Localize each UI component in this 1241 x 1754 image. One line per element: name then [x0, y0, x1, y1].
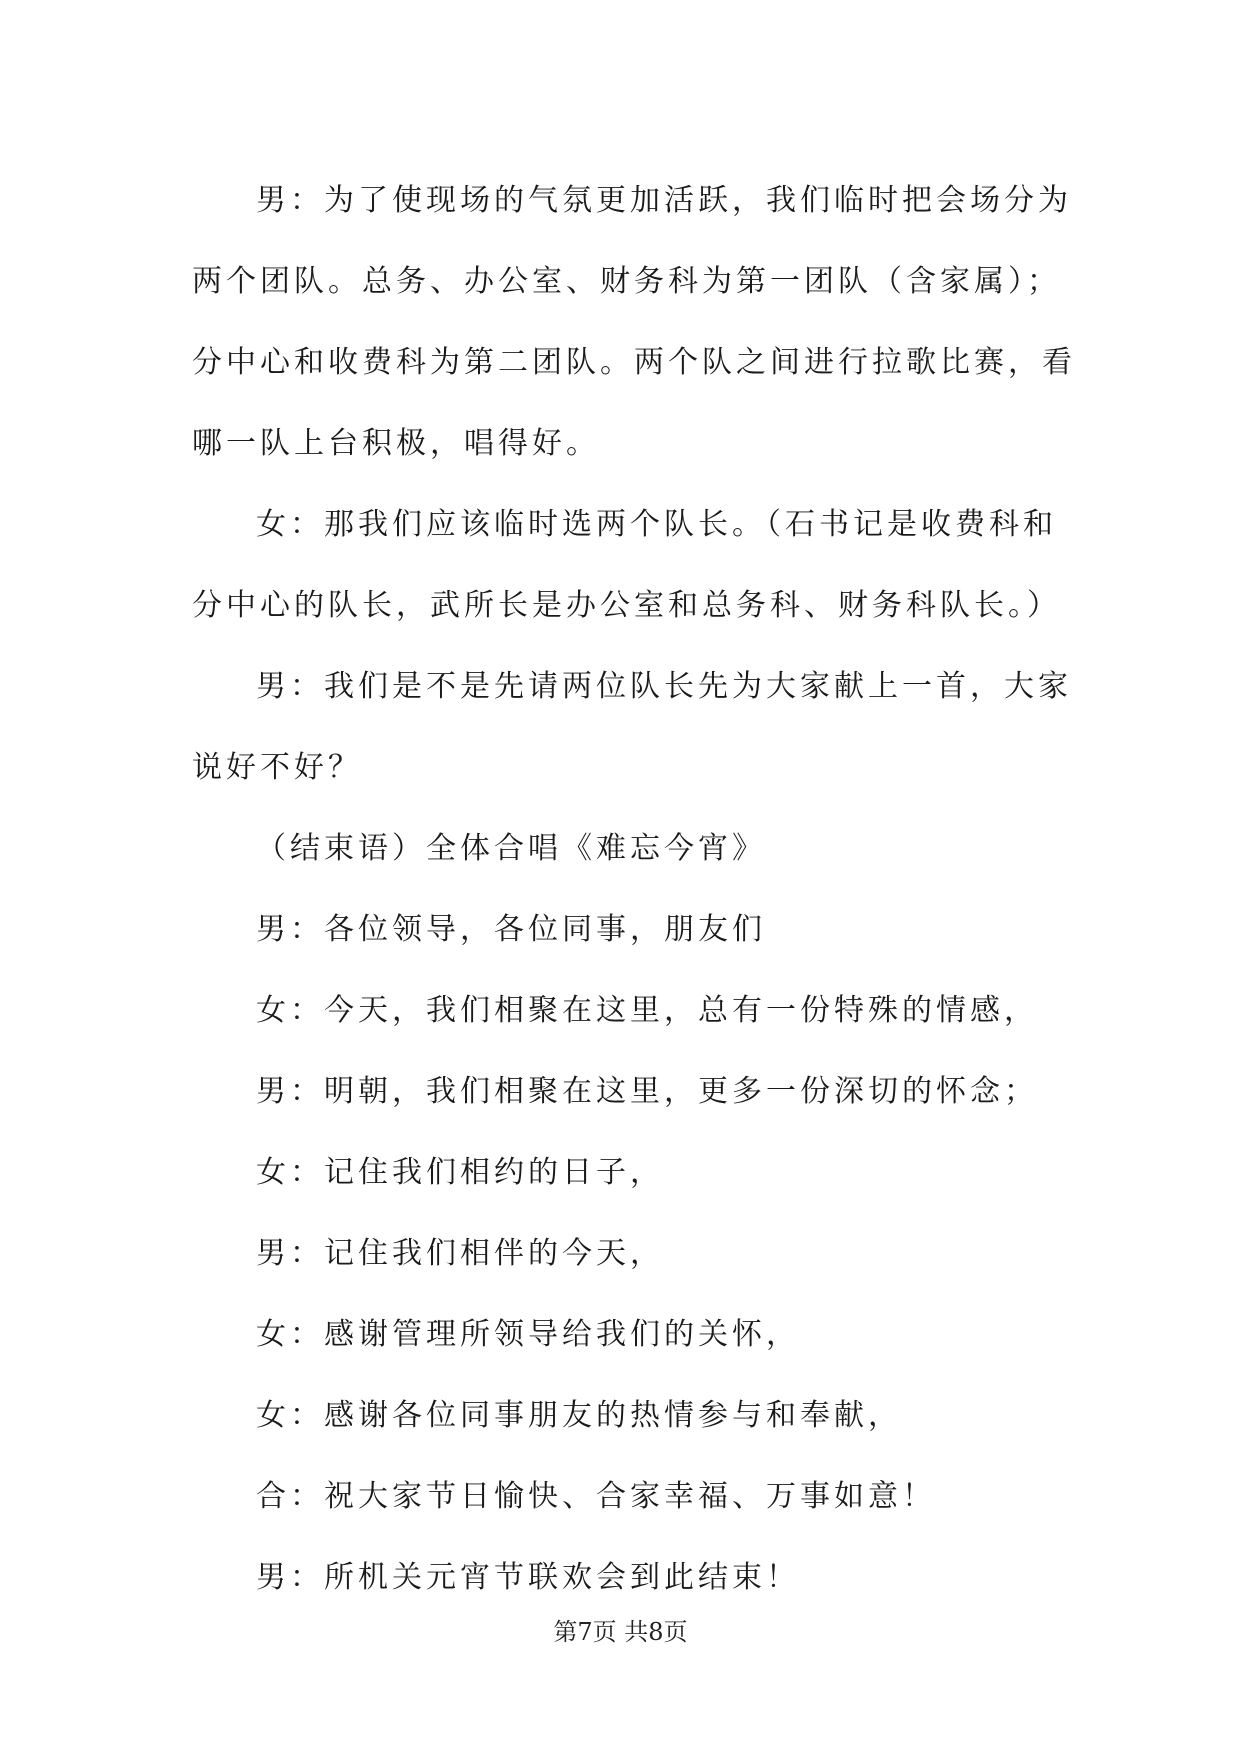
- text-line: 男：我们是不是先请两位队长先为大家献上一首，大家: [256, 669, 1072, 704]
- text-line: 男：各位领导，各位同事，朋友们: [256, 912, 766, 947]
- text-line: 说好不好？: [192, 750, 362, 785]
- text-line: 女：感谢各位同事朋友的热情参与和奉献，: [256, 1398, 902, 1433]
- paragraph-line: [192, 1294, 1062, 1375]
- text-line: 两个团队。总务、办公室、财务科为第一团队（含家属）；: [192, 264, 1061, 299]
- document-body: [192, 160, 1076, 1618]
- paragraph-host-male-team-intro: [192, 160, 1076, 484]
- text-line: 男：记住我们相伴的今天，: [256, 1236, 664, 1271]
- paragraph-line: [192, 1537, 1062, 1618]
- paragraph-line: [192, 1051, 1062, 1132]
- text-line: 分中心和收费科为第二团队。两个队之间进行拉歌比赛，看: [192, 345, 1076, 380]
- text-line: 女：感谢管理所领导给我们的关怀，: [256, 1317, 800, 1352]
- text-line: 哪一队上台积极，唱得好。: [192, 426, 600, 461]
- text-line: 女：今天，我们相聚在这里，总有一份特殊的情感，: [256, 993, 1038, 1028]
- paragraph-line: [192, 1375, 1062, 1456]
- paragraph-host-female-captains: [192, 484, 1062, 646]
- text-line: 男：明朝，我们相聚在这里，更多一份深切的怀念；: [256, 1074, 1038, 1109]
- text-line: 分中心的队长，武所长是办公室和总务科、财务科队长。）: [192, 588, 1061, 623]
- paragraph-line: [192, 889, 1062, 970]
- text-line: 女：那我们应该临时选两个队长。（石书记是收费科和: [256, 507, 1057, 542]
- text-line: 男：为了使现场的气氛更加活跃，我们临时把会场分为: [256, 183, 1072, 218]
- paragraph-closing-heading: [192, 808, 1062, 889]
- paragraph-line: [192, 970, 1062, 1051]
- page-footer-number: 第7页 共8页: [553, 1618, 688, 1646]
- paragraph-line: [192, 1132, 1062, 1213]
- text-line: 男：所机关元宵节联欢会到此结束！: [256, 1560, 800, 1595]
- paragraph-line: [192, 1456, 1062, 1537]
- text-line: 女：记住我们相约的日子，: [256, 1155, 664, 1190]
- text-line: （结束语）全体合唱《难忘今宵》: [256, 831, 766, 866]
- paragraph-line: [192, 1213, 1062, 1294]
- text-line: 合：祝大家节日愉快、合家幸福、万事如意！: [256, 1479, 936, 1514]
- paragraph-host-male-song-request: [192, 646, 1072, 808]
